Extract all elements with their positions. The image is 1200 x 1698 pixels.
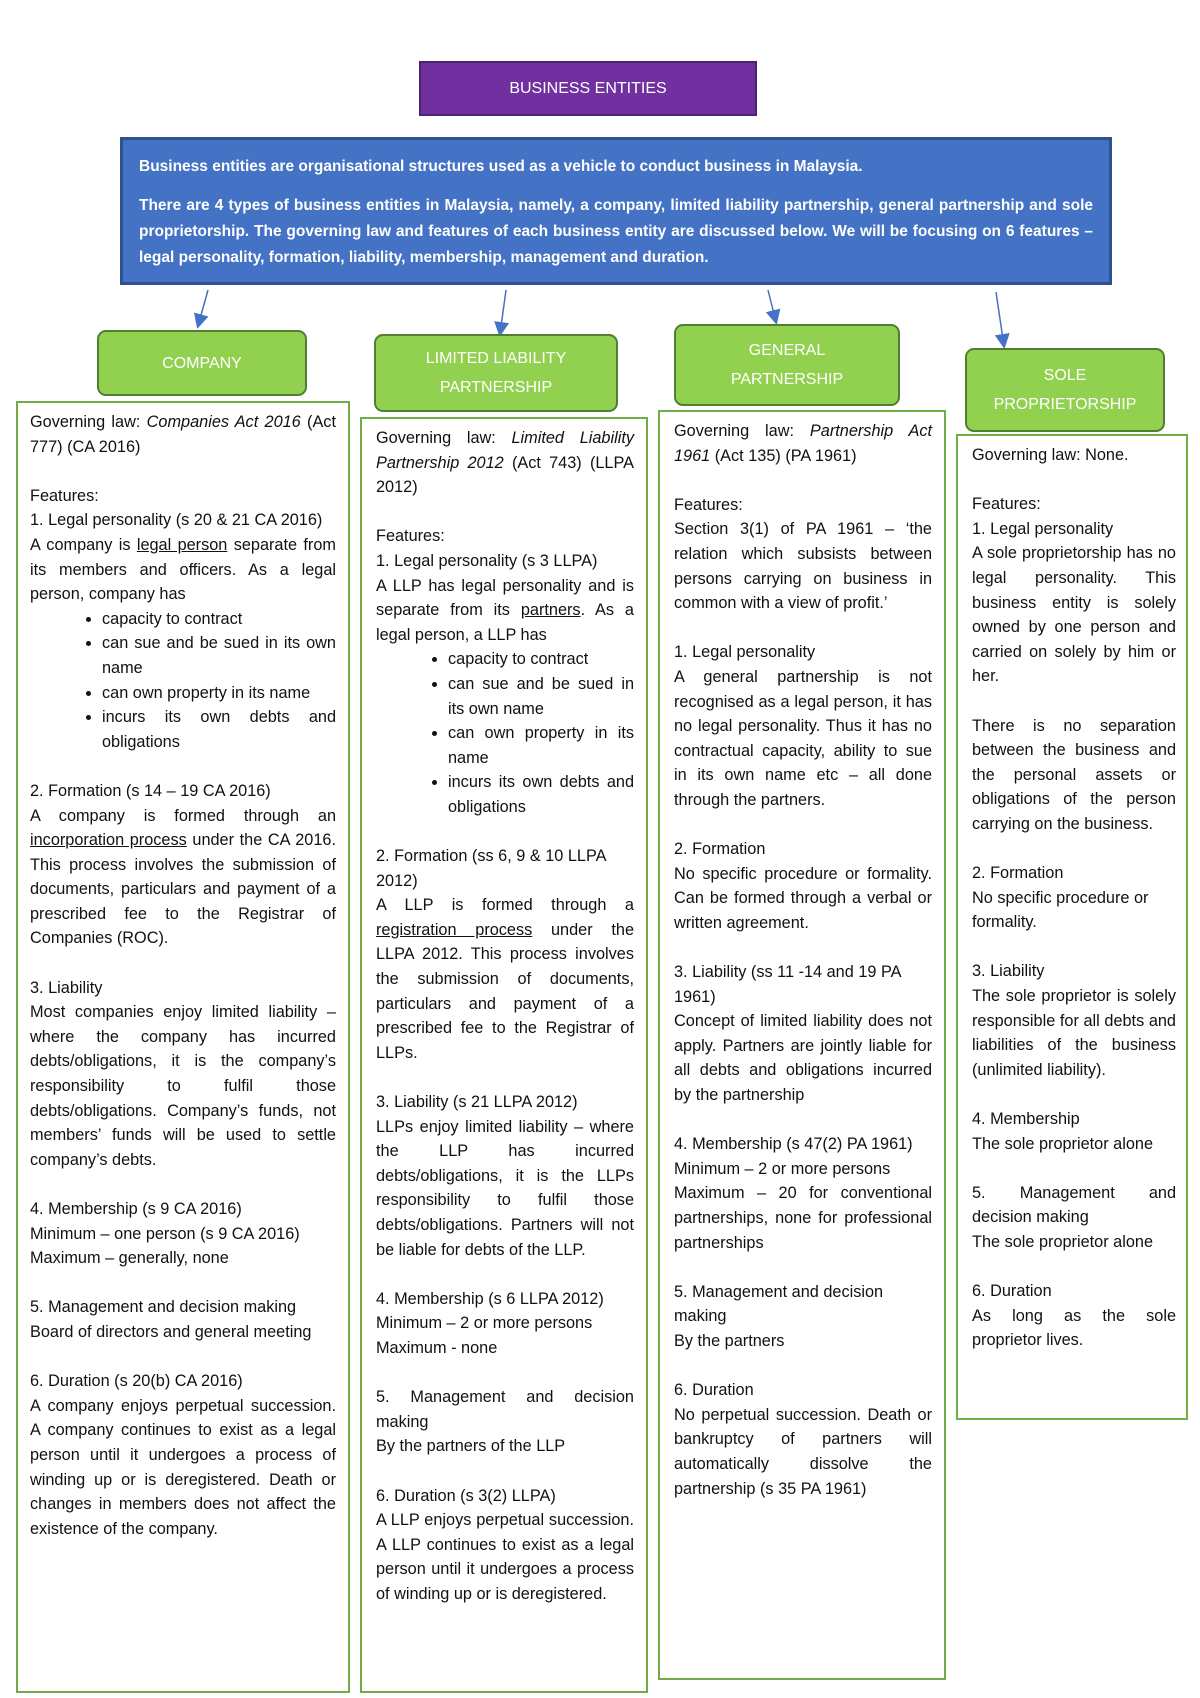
sole-f6-title: 6. Duration (972, 1282, 1052, 1301)
gp-f3-title: 3. Liability (ss 11 -14 and 19 PA 1961) (674, 963, 901, 1006)
column-gp (658, 410, 946, 1680)
gp-governing-law: Governing law: Partnership Act 1961 (Act 135) (PA 1961) (674, 422, 932, 465)
gp-f3-text: Concept of limited liability does not apply. Partners are jointly liable for all debts and obligations incurred by the partnership (674, 1012, 932, 1105)
sole-f1-text: A sole proprietorship has no legal personality. This business entity is solely owned by one person and carried on solely by him or her. (972, 544, 1176, 686)
list-item: • can sue and be sued in its own name (448, 672, 634, 721)
gp-f5-title: 5. Management and decision making (674, 1282, 884, 1326)
header-sole (965, 348, 1165, 432)
company-f6-title: 6. Duration (s 20(b) CA 2016) (30, 1372, 243, 1391)
arrow-to-llp (500, 290, 506, 334)
sole-f4-title: 4. Membership (972, 1110, 1080, 1129)
gp-f6-title: 6. Duration (674, 1381, 754, 1400)
sole-f1-text2: There is no separation between the business and the personal assets or obligations of the person carrying on the business. (972, 716, 1176, 833)
company-f5-title: 5. Management and decision making (30, 1298, 297, 1317)
header-gp-label: GENERAL PARTNERSHIP (730, 342, 844, 388)
intro-line1: Business entities are organisational structures used as a vehicle to conduct business in Malaysia. (139, 158, 863, 175)
gp-f1-title: 1. Legal personality (674, 643, 816, 662)
arrow-to-sole (996, 292, 1004, 346)
llp-f5-title: 5. Management and decision making (376, 1388, 634, 1431)
gp-f1-text: A general partnership is not recognised as a legal person, it has no legal personality. Thus it has no contractual capacity, ability to sue in its own name etc – all done through the partners. (674, 667, 932, 809)
list-item: • can own property in its name (448, 721, 634, 770)
list-item: • incurs its own debts and obligations (102, 705, 336, 754)
llp-f6-title: 6. Duration (s 3(2) LLPA) (376, 1486, 556, 1505)
list-item: • incurs its own debts and obligations (448, 770, 634, 819)
llp-f1-title: 1. Legal personality (s 3 LLPA) (376, 551, 598, 570)
company-features-label: Features: (30, 486, 99, 505)
company-f3-text: Most companies enjoy limited liability – where the company has incurred debts/obligations, it is the company’s responsibility to fulfil those debts/obligations. Company’s funds, not members’ funds will be used to settle company’s debts. (30, 1003, 336, 1169)
company-f4-min: Minimum – one person (s 9 CA 2016) (30, 1224, 300, 1243)
header-company (97, 330, 307, 396)
company-f1-title: 1. Legal personality (s 20 & 21 CA 2016) (30, 511, 323, 530)
sole-governing-law: Governing law: None. (972, 446, 1129, 464)
connector-arrows (0, 0, 1200, 380)
gp-f6-text: No perpetual succession. Death or bankruptcy of partners will automatically dissolve the partnership (s 35 PA 1961) (674, 1405, 932, 1498)
list-item: • can own property in its name (102, 681, 336, 706)
header-llp-label: LIMITED LIABILITY PARTNERSHIP (425, 350, 567, 396)
arrow-to-company (198, 290, 208, 326)
llp-f4-title: 4. Membership (s 6 LLPA 2012) (376, 1289, 604, 1308)
company-f2-text: A company is formed through an incorporation process under the CA 2016. This process involves the submission of documents, particulars and payment of a prescribed fee to the Registrar of Companies (ROC). (30, 806, 336, 948)
list-item: • capacity to contract (102, 607, 336, 632)
company-f4-max: Maximum – generally, none (30, 1249, 229, 1268)
llp-f1-text: A LLP has legal personality and is separate from its partners. As a legal person, a LLP has (376, 576, 634, 644)
gp-features-label: Features: (674, 495, 743, 514)
company-f4-title: 4. Membership (s 9 CA 2016) (30, 1200, 242, 1218)
llp-f5-text: By the partners of the LLP (376, 1437, 566, 1456)
intro-line2: There are 4 types of business entities in Malaysia, namely, a company, limited liability partnership, general partnership and sole proprietorship. The governing law and features of each business entity are discussed below. We will be focusing on 6 features – legal personality, formation, liability, membership, management and duration. (139, 197, 1093, 266)
sole-f3-title: 3. Liability (972, 962, 1045, 981)
column-sole (956, 434, 1188, 1420)
list-item: • can sue and be sued in its own name (102, 631, 336, 680)
sole-f4-text: The sole proprietor alone (972, 1134, 1154, 1153)
header-company-label: COMPANY (162, 354, 242, 372)
llp-f2-title: 2. Formation (ss 6, 9 & 10 LLPA 2012) (376, 847, 606, 890)
llp-f3-title: 3. Liability (s 21 LLPA 2012) (376, 1093, 578, 1112)
sole-f3-text: The sole proprietor is solely responsible for all debts and liabilities of the business (unlimited liability). (972, 987, 1176, 1079)
llp-features-label: Features: (376, 527, 445, 546)
header-llp (374, 334, 618, 412)
llp-f4-max: Maximum - none (376, 1338, 498, 1357)
sole-f1-title: 1. Legal personality (972, 519, 1114, 538)
sole-f6-text: As long as the sole proprietor lives. (972, 1306, 1176, 1350)
gp-f4-min: Minimum – 2 or more persons (674, 1159, 891, 1178)
header-sole-label: SOLE PROPRIETORSHIP (993, 367, 1137, 413)
arrow-to-gp (768, 290, 776, 322)
column-company (16, 401, 350, 1693)
list-item: • capacity to contract (448, 647, 634, 672)
sole-features-label: Features: (972, 495, 1041, 514)
sole-f5-title: 5. Management and decision making (972, 1183, 1176, 1227)
company-f2-title: 2. Formation (s 14 – 19 CA 2016) (30, 781, 271, 800)
sole-f2-title: 2. Formation (972, 864, 1064, 883)
company-governing-law: Governing law: Companies Act 2016 (Act 777) (CA 2016) (30, 413, 336, 456)
sole-f5-text: The sole proprietor alone (972, 1233, 1154, 1251)
gp-f4-max: Maximum – 20 for conventional partnerships, none for professional partnerships (674, 1184, 932, 1252)
llp-f1-bullets (376, 647, 634, 819)
gp-f4-title: 4. Membership (s 47(2) PA 1961) (674, 1135, 913, 1154)
company-f1-text: A company is legal person separate from its members and officers. As a legal person, company has (30, 535, 336, 604)
sole-f2-text: No specific procedure or formality. (972, 888, 1149, 932)
company-f3-title: 3. Liability (30, 978, 103, 997)
column-llp (360, 417, 648, 1693)
gp-section-quote: Section 3(1) of PA 1961 – ‘the relation which subsists between persons carrying on business in common with a view of profit.’ (674, 520, 932, 613)
llp-f6-text: A LLP enjoys perpetual succession. A LLP continues to exist as a legal person until it undergoes a process of winding up or is deregistered. (376, 1511, 634, 1603)
gp-f2-text: No specific procedure or formality. Can be formed through a verbal or written agreement. (674, 864, 932, 932)
llp-f3-text: LLPs enjoy limited liability – where the LLP has incurred debts/obligations, it is the LLPs responsibility to fulfil those debts/obligations. Partners will not be liable for debts of the LLP. (376, 1117, 634, 1259)
llp-f2-text: A LLP is formed through a registration process under the LLPA 2012. This process involves the submission of documents, particulars and payment of a prescribed fee to the Registrar of LLPs. (376, 896, 634, 1062)
gp-f5-text: By the partners (674, 1331, 785, 1350)
company-f6-text: A company enjoys perpetual succession. A company continues to exist as a legal person until it undergoes a process of winding up or is deregistered. Death or changes in members does not affect the existence of the company. (30, 1396, 336, 1538)
llp-governing-law: Governing law: Limited Liability Partnership 2012 (Act 743) (LLPA 2012) (376, 429, 634, 497)
llp-f4-min: Minimum – 2 or more persons (376, 1314, 593, 1333)
header-gp (674, 324, 900, 406)
page-title: BUSINESS ENTITIES (509, 79, 667, 97)
company-f1-bullets (30, 607, 336, 755)
gp-f2-title: 2. Formation (674, 840, 766, 859)
company-f5-text: Board of directors and general meeting (30, 1322, 312, 1341)
